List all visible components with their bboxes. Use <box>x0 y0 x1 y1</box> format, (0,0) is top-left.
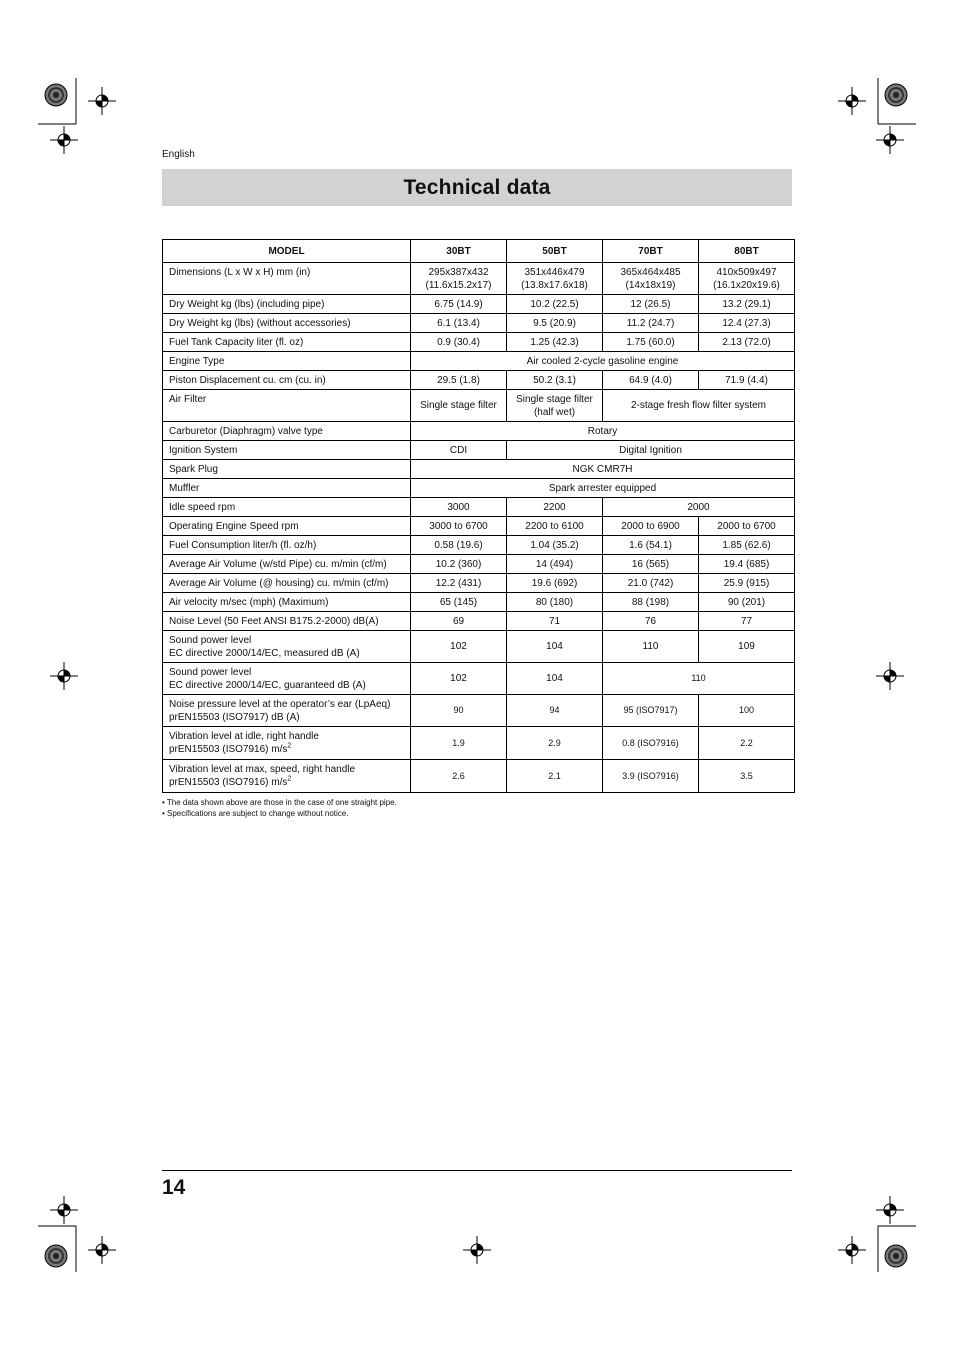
row-label-fuel-tank: Fuel Tank Capacity liter (fl. oz) <box>163 333 411 352</box>
table-row <box>163 593 795 612</box>
table-cell: 12.2 (431) <box>411 574 507 593</box>
row-label-noise-level: Noise Level (50 Feet ANSI B175.2-2000) dB(A) <box>163 612 411 631</box>
table-cell: 104 <box>507 631 603 663</box>
table-row <box>163 612 795 631</box>
cell-dimensions-50bt: 351x446x479 (13.8x17.6x18) <box>507 263 603 295</box>
title-banner <box>162 169 792 206</box>
registration-target-icon <box>50 126 78 154</box>
table-cell: 109 <box>699 631 795 663</box>
table-cell: 14 (494) <box>507 555 603 574</box>
language-label: English <box>162 149 195 160</box>
table-row <box>163 263 795 295</box>
registration-target-icon <box>88 87 116 115</box>
registration-target-icon <box>463 1236 491 1264</box>
cell-dimensions-80bt: 410x509x497 (16.1x20x19.6) <box>699 263 795 295</box>
table-cell: NGK CMR7H <box>411 460 795 479</box>
table-row <box>163 574 795 593</box>
row-label-muffler: Muffler <box>163 479 411 498</box>
registration-wheel-icon <box>885 1245 907 1267</box>
table-cell: 3.5 <box>699 760 795 793</box>
table-row <box>163 517 795 536</box>
registration-target-icon <box>838 1236 866 1264</box>
table-cell: 71.9 (4.4) <box>699 371 795 390</box>
table-cell: 71 <box>507 612 603 631</box>
table-cell: 2-stage fresh flow filter system <box>603 390 795 422</box>
table-row <box>163 631 795 663</box>
row-label-vibration-max: Vibration level at max, speed, right handle prEN15503 (ISO7916) $m/s^2$ <box>163 760 411 793</box>
table-cell: 1.9 <box>411 727 507 760</box>
row-label-idle-speed: Idle speed rpm <box>163 498 411 517</box>
column-header-80bt: 80BT <box>699 240 795 263</box>
table-cell: 10.2 (22.5) <box>507 295 603 314</box>
row-label-noise-pressure: Noise pressure level at the operator’s ear (LpAeq) prEN15503 (ISO7917) dB (A) <box>163 695 411 727</box>
table-cell: 64.9 (4.0) <box>603 371 699 390</box>
registration-target-icon <box>50 662 78 690</box>
table-cell: 19.6 (692) <box>507 574 603 593</box>
table-cell: 0.9 (30.4) <box>411 333 507 352</box>
table-row <box>163 695 795 727</box>
row-label-sound-guaranteed: Sound power level EC directive 2000/14/EC, guaranteed dB (A) <box>163 663 411 695</box>
table-row <box>163 460 795 479</box>
table-cell: 6.1 (13.4) <box>411 314 507 333</box>
table-cell: 2.6 <box>411 760 507 793</box>
table-cell: CDI <box>411 441 507 460</box>
table-cell: 13.2 (29.1) <box>699 295 795 314</box>
table-cell: 1.6 (54.1) <box>603 536 699 555</box>
registration-wheel-icon <box>45 1245 67 1267</box>
row-label-carburetor: Carburetor (Diaphragm) valve type <box>163 422 411 441</box>
table-row <box>163 314 795 333</box>
table-cell: 11.2 (24.7) <box>603 314 699 333</box>
page-number: 14 <box>162 1176 186 1199</box>
row-label-operating-speed: Operating Engine Speed rpm <box>163 517 411 536</box>
table-cell: Single stage filter (half wet) <box>507 390 603 422</box>
footnote: • Specifications are subject to change without notice. <box>162 809 349 818</box>
table-row <box>163 333 795 352</box>
row-label-dry-weight-pipe: Dry Weight kg (lbs) (including pipe) <box>163 295 411 314</box>
row-label-engine-type: Engine Type <box>163 352 411 371</box>
table-cell: 110 <box>603 663 795 695</box>
table-cell: 50.2 (3.1) <box>507 371 603 390</box>
table-cell: 1.85 (62.6) <box>699 536 795 555</box>
table-cell: 19.4 (685) <box>699 555 795 574</box>
registration-target-icon <box>838 87 866 115</box>
row-label-spark-plug: Spark Plug <box>163 460 411 479</box>
table-cell: 90 (201) <box>699 593 795 612</box>
table-cell: 1.25 (42.3) <box>507 333 603 352</box>
row-label-dimensions: Dimensions (L x W x H) mm (in) <box>163 263 411 295</box>
table-cell: 69 <box>411 612 507 631</box>
table-cell: 3.9 (ISO7916) <box>603 760 699 793</box>
registration-wheel-icon <box>45 84 67 106</box>
table-row <box>163 555 795 574</box>
table-cell: 29.5 (1.8) <box>411 371 507 390</box>
column-header-model: MODEL <box>163 240 411 263</box>
table-row <box>163 479 795 498</box>
table-cell: 2200 to 6100 <box>507 517 603 536</box>
table-cell: 94 <box>507 695 603 727</box>
table-cell: 2.9 <box>507 727 603 760</box>
table-cell: 1.04 (35.2) <box>507 536 603 555</box>
column-header-50bt: 50BT <box>507 240 603 263</box>
row-label-sound-measured: Sound power level EC directive 2000/14/EC, measured dB (A) <box>163 631 411 663</box>
table-cell: Single stage filter <box>411 390 507 422</box>
table-row <box>163 760 795 793</box>
table-row <box>163 536 795 555</box>
table-row <box>163 352 795 371</box>
table-row <box>163 663 795 695</box>
table-cell: 2000 to 6700 <box>699 517 795 536</box>
table-cell: 25.9 (915) <box>699 574 795 593</box>
table-cell: 102 <box>411 631 507 663</box>
footnote: • The data shown above are those in the case of one straight pipe. <box>162 798 397 807</box>
registration-wheel-icon <box>885 84 907 106</box>
table-row <box>163 371 795 390</box>
registration-target-icon <box>876 1196 904 1224</box>
table-row <box>163 727 795 760</box>
table-cell: Spark arrester equipped <box>411 479 795 498</box>
footer-divider <box>162 1170 792 1171</box>
table-row <box>163 390 795 422</box>
row-label-air-velocity: Air velocity m/sec (mph) (Maximum) <box>163 593 411 612</box>
table-cell: Digital Ignition <box>507 441 795 460</box>
table-cell: 110 <box>603 631 699 663</box>
footnotes <box>162 797 397 819</box>
page-title: Technical data <box>403 175 551 199</box>
table-cell: 0.8 (ISO7916) <box>603 727 699 760</box>
table-row <box>163 441 795 460</box>
table-cell: 12.4 (27.3) <box>699 314 795 333</box>
table-cell: 2.2 <box>699 727 795 760</box>
table-cell: 2000 <box>603 498 795 517</box>
table-cell: 9.5 (20.9) <box>507 314 603 333</box>
row-label-air-volume-housing: Average Air Volume (@ housing) cu. m/min (cf/m) <box>163 574 411 593</box>
table-cell: 100 <box>699 695 795 727</box>
table-cell: 3000 <box>411 498 507 517</box>
row-label-air-volume-pipe: Average Air Volume (w/std Pipe) cu. m/min (cf/m) <box>163 555 411 574</box>
table-cell: 2.13 (72.0) <box>699 333 795 352</box>
table-cell: 104 <box>507 663 603 695</box>
row-label-fuel-consumption: Fuel Consumption liter/h (fl. oz/h) <box>163 536 411 555</box>
table-cell: Rotary <box>411 422 795 441</box>
row-label-piston: Piston Displacement cu. cm (cu. in) <box>163 371 411 390</box>
table-cell: 12 (26.5) <box>603 295 699 314</box>
column-header-30bt: 30BT <box>411 240 507 263</box>
table-cell: 3000 to 6700 <box>411 517 507 536</box>
table-cell: 95 (ISO7917) <box>603 695 699 727</box>
table-row <box>163 498 795 517</box>
table-cell: 88 (198) <box>603 593 699 612</box>
table-row <box>163 422 795 441</box>
table-cell: 0.58 (19.6) <box>411 536 507 555</box>
table-header-row <box>163 240 795 263</box>
table-cell: 76 <box>603 612 699 631</box>
registration-target-icon <box>50 1196 78 1224</box>
table-cell: 65 (145) <box>411 593 507 612</box>
table-cell: 102 <box>411 663 507 695</box>
table-cell: 16 (565) <box>603 555 699 574</box>
table-cell: 2000 to 6900 <box>603 517 699 536</box>
table-row <box>163 295 795 314</box>
registration-target-icon <box>876 126 904 154</box>
registration-target-icon <box>876 662 904 690</box>
registration-target-icon <box>88 1236 116 1264</box>
row-label-vibration-idle: Vibration level at idle, right handle prEN15503 (ISO7916) $m/s^2$ <box>163 727 411 760</box>
table-cell: 2.1 <box>507 760 603 793</box>
table-cell: 90 <box>411 695 507 727</box>
table-cell: 77 <box>699 612 795 631</box>
technical-data-table <box>162 239 795 793</box>
table-cell: 21.0 (742) <box>603 574 699 593</box>
table-cell: 80 (180) <box>507 593 603 612</box>
table-cell: 10.2 (360) <box>411 555 507 574</box>
column-header-70bt: 70BT <box>603 240 699 263</box>
table-cell: 2200 <box>507 498 603 517</box>
table-cell: Air cooled 2-cycle gasoline engine <box>411 352 795 371</box>
row-label-ignition: Ignition System <box>163 441 411 460</box>
table-cell: 6.75 (14.9) <box>411 295 507 314</box>
table-cell: 1.75 (60.0) <box>603 333 699 352</box>
row-label-air-filter: Air Filter <box>163 390 411 422</box>
row-label-dry-weight-noacc: Dry Weight kg (lbs) (without accessories) <box>163 314 411 333</box>
cell-dimensions-30bt: 295x387x432 (11.6x15.2x17) <box>411 263 507 295</box>
cell-dimensions-70bt: 365x464x485 (14x18x19) <box>603 263 699 295</box>
